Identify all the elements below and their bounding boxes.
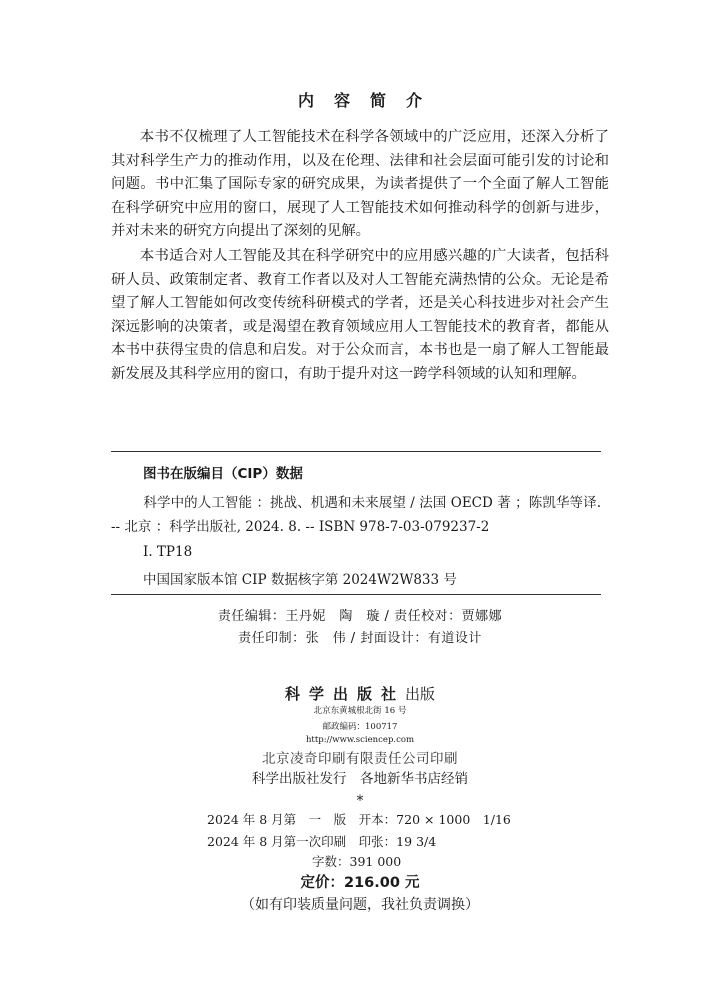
publisher-address: 北京东黄城根北街 16 号 <box>313 706 407 716</box>
price: 定价：216.00 元 <box>300 875 420 891</box>
cip-verification: 中国国家版本馆 CIP 数据核字第 2024W2W833 号 <box>143 572 457 588</box>
cip-top-rule <box>111 451 601 452</box>
quality-note: （如有印装质量问题，我社负责调换） <box>241 897 479 913</box>
cip-record: 科学中的人工智能 ：挑战、机遇和未来展望 / 法国 OECD 著 ；陈凯华等译. -- 北京 ：科学出版社, 2024. 8. -- ISBN 978-7-03-079237-2 <box>111 495 601 535</box>
distribution-line: 科学出版社发行 各地新华书店经销 <box>252 771 468 787</box>
printer-line: 北京凌奇印刷有限责任公司印刷 <box>262 751 458 767</box>
cip-bottom-rule <box>111 594 601 595</box>
edition-line-2: 2024 年 8 月第一次印刷 印张：19 3/4 <box>207 834 437 849</box>
cip-classification: Ⅰ. TP18 <box>143 544 193 560</box>
word-count: 字数：391 000 <box>312 854 402 869</box>
publisher-line <box>0 683 720 704</box>
separator-asterisk: * <box>356 793 364 809</box>
production-credits: 责任印制：张 伟 / 封面设计：有道设计 <box>238 631 482 646</box>
cip-heading: 图书在版编目（CIP）数据 <box>143 466 303 482</box>
summary-paragraph-1: 本书不仅梳理了人工智能技术在科学各领域中的广泛应用，还深入分析了其对科学生产力的推动作用，以及在伦理、法律和社会层面可能引发的讨论和问题。书中汇集了国际专家的研究成果，为读者提供了一个全面了解人工智能在科学研究中应用的窗口，展现了人工智能技术如何推动科学的创新与进步，并对未来的研究方向提出了深刻的见解。 <box>111 129 609 240</box>
page-title: 内容简介 <box>297 91 442 110</box>
editor-credits: 责任编辑：王丹妮 陶 璇 / 责任校对：贾娜娜 <box>217 609 503 624</box>
publisher-website: http://www.sciencep.com <box>305 735 415 745</box>
publisher-suffix: 出版 <box>405 685 436 703</box>
edition-line-1: 2024 年 8 月第 一 版 开本：720 × 1000 1/16 <box>207 812 511 827</box>
summary-paragraph-2: 本书适合对人工智能及其在科学研究中的应用感兴趣的广大读者，包括科研人员、政策制定者、教育工作者以及对人工智能充满热情的公众。无论是希望了解人工智能如何改变传统科研模式的学者，还是关心科技进步对社会产生深远影响的决策者，或是渴望在教育领域应用人工智能技术的教育者，都能从本书中获得宝贵的信息和启发。对于公众而言，本书也是一扇了解人工智能最新发展及其科学应用的窗口，有助于提升对这一跨学科领域的认知和理解。 <box>111 248 609 382</box>
publisher-postcode: 邮政编码：100717 <box>322 722 398 732</box>
publisher-name: 科学出版社 <box>284 685 405 703</box>
